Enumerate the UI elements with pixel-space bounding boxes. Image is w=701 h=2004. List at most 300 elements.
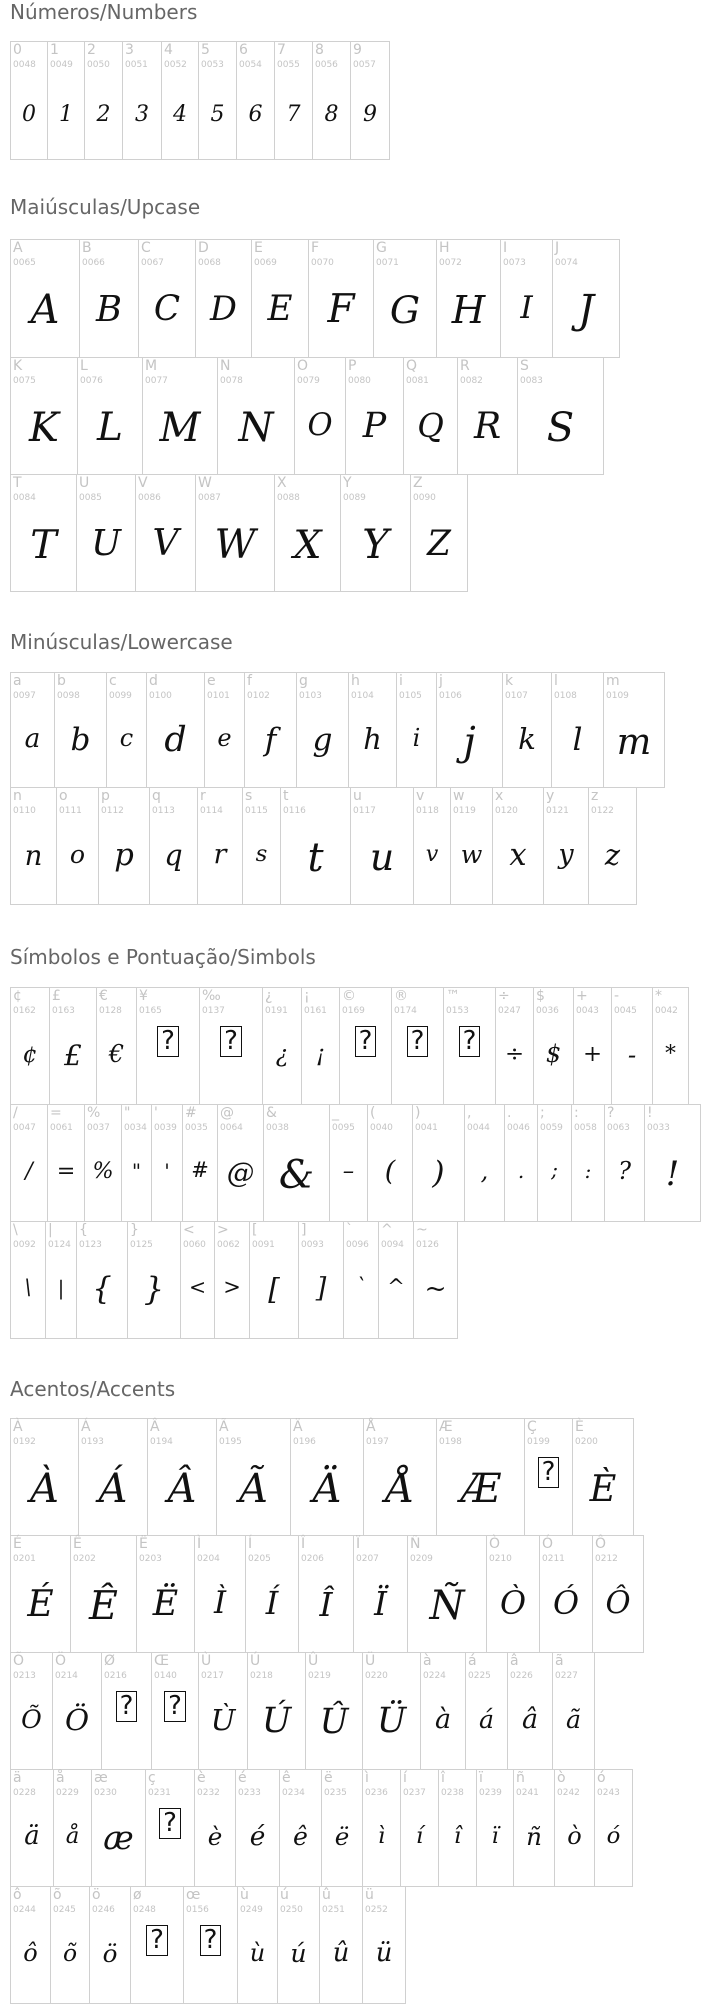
glyph-code-label: 0232 <box>197 1788 220 1798</box>
glyph-char-label: Î <box>301 1536 306 1552</box>
glyph-char-label: / <box>13 1105 18 1121</box>
glyph-sample: Ú <box>261 1701 292 1742</box>
glyph-sample: A <box>30 287 60 333</box>
glyph-char-label: Ä <box>293 1419 303 1435</box>
glyph-char-label: ™ <box>446 988 460 1004</box>
glyph-cell-0192 <box>10 1418 79 1536</box>
missing-glyph-icon <box>102 1691 151 1722</box>
missing-glyph-box: ? <box>116 1691 138 1722</box>
glyph-code-label: 0228 <box>13 1788 36 1798</box>
glyph-char-label: Ç <box>527 1419 537 1435</box>
glyph-cell-0103 <box>296 672 349 788</box>
glyph-char-label: À <box>13 1419 23 1435</box>
glyph-cell-0232 <box>194 1769 236 1887</box>
glyph-cell-0251 <box>319 1886 363 2004</box>
glyph-cell-0071 <box>373 239 437 358</box>
glyph-cell-0239 <box>476 1769 514 1887</box>
glyph-cell-0076 <box>77 357 143 475</box>
glyph-sample: h <box>363 722 382 757</box>
glyph-sample: Æ <box>460 1465 501 1512</box>
glyph-sample: ä <box>24 1821 40 1852</box>
glyph-cell-0044 <box>464 1104 505 1222</box>
glyph-cell-0117 <box>350 787 414 905</box>
glyph-code-label: 0137 <box>202 1006 225 1016</box>
glyph-cell-0124 <box>45 1221 77 1339</box>
glyph-char-label: û <box>322 1887 331 1903</box>
glyph-char-label: æ <box>94 1770 108 1786</box>
glyph-cell-0034 <box>121 1104 152 1222</box>
glyph-sample: ì <box>377 1822 386 1849</box>
glyph-code-label: 0081 <box>406 376 429 386</box>
glyph-cell-0156 <box>183 1886 238 2004</box>
glyph-code-label: 0037 <box>87 1123 110 1133</box>
glyph-code-label: 0110 <box>13 806 36 816</box>
glyph-sample: G <box>389 287 421 332</box>
glyph-sample: ÷ <box>504 1040 525 1067</box>
glyph-code-label: 0233 <box>238 1788 261 1798</box>
glyph-code-label: 0082 <box>460 376 483 386</box>
glyph-code-label: 0156 <box>186 1905 209 1915</box>
glyph-char-label: ¡ <box>304 988 310 1004</box>
glyph-char-label: ï <box>479 1770 483 1786</box>
glyph-sample: 9 <box>363 102 377 127</box>
glyph-code-label: 0045 <box>614 1006 637 1016</box>
glyph-code-label: 0089 <box>343 493 366 503</box>
glyph-cell-0055 <box>274 41 313 160</box>
glyph-cell-0153 <box>443 987 496 1105</box>
glyph-sample: [ <box>268 1272 280 1307</box>
glyph-sample: L <box>97 404 123 450</box>
glyph-sample: : <box>584 1158 592 1183</box>
glyph-sample: \ <box>24 1275 32 1300</box>
glyph-char-label: s <box>245 788 253 804</box>
glyph-sample: g <box>312 721 333 758</box>
glyph-sample: ê <box>293 1821 308 1851</box>
glyph-char-label: © <box>342 988 356 1004</box>
glyph-char-label: > <box>217 1222 229 1238</box>
glyph-code-label: 0174 <box>394 1006 417 1016</box>
glyph-char-label: I <box>503 240 508 256</box>
glyph-sample: Ö <box>64 1703 90 1738</box>
glyph-sample: ] <box>315 1273 327 1305</box>
glyph-cell-0165 <box>136 987 200 1105</box>
glyph-sample: & <box>278 1151 315 1198</box>
glyph-sample: m <box>616 719 652 763</box>
glyph-cell-0161 <box>301 987 340 1105</box>
glyph-code-label: 0085 <box>79 493 102 503</box>
glyph-code-label: 0195 <box>219 1437 242 1447</box>
glyph-char-label: $ <box>536 988 545 1004</box>
glyph-sample: { <box>92 1271 112 1307</box>
glyph-char-label: } <box>130 1222 139 1238</box>
glyph-char-label: è <box>197 1770 206 1786</box>
glyph-sample: x <box>509 837 527 873</box>
glyph-cell-0101 <box>204 672 245 788</box>
glyph-sample: Ã <box>239 1465 268 1512</box>
glyph-code-label: 0229 <box>56 1788 79 1798</box>
glyph-cell-0216 <box>101 1652 152 1770</box>
glyph-sample: ¿ <box>275 1040 289 1069</box>
glyph-code-label: 0049 <box>50 60 73 70</box>
glyph-char-label: t <box>283 788 289 804</box>
glyph-char-label: € <box>99 988 108 1004</box>
glyph-char-label: ì <box>365 1770 369 1786</box>
glyph-char-label: @ <box>220 1105 234 1121</box>
section-title: Símbolos e Pontuação/Simbols <box>10 945 316 969</box>
glyph-sample: Ä <box>312 1465 342 1512</box>
glyph-cell-0202 <box>70 1535 137 1653</box>
glyph-char-label: ö <box>92 1887 101 1903</box>
glyph-cell-0056 <box>312 41 351 160</box>
glyph-char-label: P <box>348 358 357 374</box>
glyph-cell-0194 <box>147 1418 217 1536</box>
glyph-char-label: & <box>266 1105 277 1121</box>
glyph-char-label: . <box>507 1105 512 1121</box>
glyph-sample: H <box>451 287 486 333</box>
glyph-code-label: 0109 <box>606 691 629 701</box>
glyph-sample: Û <box>319 1701 349 1742</box>
glyph-cell-0115 <box>242 787 281 905</box>
glyph-sample: b <box>70 721 91 758</box>
glyph-sample: Ü <box>376 1701 407 1742</box>
glyph-sample: t <box>307 834 324 881</box>
glyph-cell-0230 <box>91 1769 146 1887</box>
glyph-sample: r <box>213 839 227 871</box>
glyph-code-label: 0236 <box>365 1788 388 1798</box>
glyph-cell-0059 <box>537 1104 572 1222</box>
glyph-cell-0119 <box>450 787 493 905</box>
glyph-sample: E <box>267 289 293 330</box>
glyph-code-label: 0128 <box>99 1006 122 1016</box>
glyph-code-label: 0091 <box>252 1240 275 1250</box>
glyph-char-label: u <box>353 788 362 804</box>
glyph-sample: 8 <box>324 102 339 127</box>
glyph-char-label: a <box>13 673 22 689</box>
glyph-char-label: Â <box>150 1419 160 1435</box>
glyph-code-label: 0196 <box>293 1437 316 1447</box>
section-title: Maiúsculas/Upcase <box>10 195 201 219</box>
glyph-sample: ù <box>249 1939 266 1968</box>
glyph-char-label: U <box>79 475 90 491</box>
glyph-cell-0249 <box>237 1886 278 2004</box>
glyph-char-label: Ó <box>542 1536 554 1552</box>
glyph-cell-0072 <box>436 239 501 358</box>
glyph-sample: % <box>92 1157 114 1184</box>
glyph-sample: ( <box>384 1156 396 1188</box>
glyph-sample: ) <box>432 1154 445 1191</box>
glyph-code-label: 0226 <box>510 1671 533 1681</box>
glyph-code-label: 0050 <box>87 60 110 70</box>
glyph-sample: a <box>24 723 41 755</box>
missing-glyph-box: ? <box>157 1026 179 1057</box>
glyph-char-label: ? <box>607 1105 615 1121</box>
glyph-sample: î <box>453 1822 462 1849</box>
glyph-cell-0205 <box>245 1535 299 1653</box>
glyph-code-label: 0094 <box>381 1240 404 1250</box>
glyph-char-label: G <box>376 240 387 256</box>
glyph-sample: å <box>65 1822 80 1849</box>
glyph-sample: 3 <box>135 102 149 127</box>
glyph-char-label: m <box>606 673 620 689</box>
glyph-sample: p <box>114 837 134 873</box>
glyph-code-label: 0238 <box>441 1788 464 1798</box>
glyph-char-label: F <box>311 240 320 256</box>
glyph-sample: Î <box>319 1584 333 1624</box>
glyph-cell-0252 <box>362 1886 406 2004</box>
glyph-char-label: 3 <box>125 42 134 58</box>
glyph-char-label: 5 <box>201 42 210 58</box>
glyph-code-label: 0198 <box>439 1437 462 1447</box>
glyph-cell-0048 <box>10 41 48 160</box>
glyph-sample: 0 <box>22 102 36 127</box>
glyph-code-label: 0099 <box>109 691 132 701</box>
glyph-char-label: : <box>574 1105 579 1121</box>
glyph-cell-0206 <box>298 1535 354 1653</box>
glyph-char-label: p <box>101 788 110 804</box>
glyph-code-label: 0044 <box>467 1123 490 1133</box>
glyph-code-label: 0247 <box>498 1006 521 1016</box>
glyph-char-label: J <box>555 240 560 256</box>
glyph-char-label: Ù <box>201 1653 212 1669</box>
glyph-sample: Ô <box>605 1585 631 1621</box>
glyph-char-label: Ã <box>219 1419 229 1435</box>
glyph-sample: l <box>572 721 583 758</box>
glyph-cell-0033 <box>644 1104 701 1222</box>
glyph-char-label: å <box>56 1770 65 1786</box>
glyph-char-label: ü <box>365 1887 374 1903</box>
glyph-char-label: ó <box>597 1770 606 1786</box>
glyph-char-label: _ <box>332 1105 339 1121</box>
glyph-code-label: 0102 <box>247 691 270 701</box>
glyph-code-label: 0071 <box>376 258 399 268</box>
missing-glyph-box: ? <box>220 1026 242 1057</box>
glyph-code-label: 0038 <box>266 1123 289 1133</box>
glyph-code-label: 0244 <box>13 1905 36 1915</box>
glyph-cell-0090 <box>410 474 468 592</box>
glyph-char-label: { <box>79 1222 88 1238</box>
glyph-sample: F <box>327 287 355 333</box>
glyph-code-label: 0058 <box>574 1123 597 1133</box>
glyph-cell-0193 <box>78 1418 148 1536</box>
glyph-sample: S <box>546 404 575 451</box>
glyph-code-label: 0060 <box>183 1240 206 1250</box>
glyph-char-label: * <box>655 988 662 1004</box>
glyph-cell-0096 <box>343 1221 379 1339</box>
glyph-cell-0250 <box>277 1886 320 2004</box>
glyph-cell-0121 <box>543 787 589 905</box>
glyph-char-label: O <box>297 358 309 374</box>
glyph-char-label: Ï <box>356 1536 361 1552</box>
glyph-cell-0108 <box>551 672 604 788</box>
glyph-code-label: 0116 <box>283 806 306 816</box>
glyph-code-label: 0105 <box>399 691 422 701</box>
glyph-sample: 2 <box>96 102 111 127</box>
glyph-sample: ` <box>355 1275 367 1300</box>
section-title: Minúsculas/Lowercase <box>10 630 233 654</box>
glyph-code-label: 0053 <box>201 60 224 70</box>
glyph-char-label: M <box>145 358 158 374</box>
glyph-cell-0049 <box>47 41 85 160</box>
glyph-sample: f <box>264 721 277 758</box>
missing-glyph-box: ? <box>459 1026 481 1057</box>
glyph-char-label: # <box>185 1105 197 1121</box>
glyph-cell-0162 <box>10 987 50 1105</box>
glyph-code-label: 0213 <box>13 1671 36 1681</box>
glyph-sample: c <box>119 724 134 753</box>
missing-glyph-box: ? <box>200 1925 222 1956</box>
glyph-cell-0069 <box>251 239 309 358</box>
glyph-cell-0237 <box>400 1769 439 1887</box>
glyph-cell-0224 <box>420 1652 466 1770</box>
glyph-code-label: 0112 <box>101 806 124 816</box>
glyph-sample: N <box>238 404 274 451</box>
glyph-code-label: 0052 <box>164 60 187 70</box>
glyph-code-label: 0061 <box>50 1123 73 1133</box>
glyph-char-label: ô <box>13 1887 22 1903</box>
glyph-cell-0043 <box>573 987 612 1105</box>
glyph-code-label: 0069 <box>254 258 277 268</box>
glyph-code-label: 0251 <box>322 1905 345 1915</box>
glyph-code-label: 0041 <box>415 1123 438 1133</box>
glyph-char-label: Á <box>81 1419 91 1435</box>
glyph-char-label: b <box>57 673 66 689</box>
glyph-sample: i <box>412 724 421 753</box>
glyph-cell-0114 <box>197 787 243 905</box>
glyph-sample: d <box>164 720 187 761</box>
glyph-cell-0125 <box>127 1221 181 1339</box>
missing-glyph-icon <box>340 1026 391 1057</box>
glyph-cell-0211 <box>539 1535 593 1653</box>
glyph-code-label: 0203 <box>139 1554 162 1564</box>
glyph-code-label: 0120 <box>495 806 518 816</box>
glyph-char-label: w <box>453 788 465 804</box>
glyph-sample: # <box>191 1158 209 1183</box>
glyph-code-label: 0096 <box>346 1240 369 1250</box>
glyph-char-label: Æ <box>439 1419 453 1435</box>
glyph-char-label: ! <box>647 1105 653 1121</box>
glyph-char-label: i <box>399 673 403 689</box>
missing-glyph-icon <box>131 1925 183 1956</box>
glyph-char-label: R <box>460 358 470 374</box>
glyph-char-label: h <box>351 673 360 689</box>
glyph-char-label: E <box>254 240 263 256</box>
glyph-cell-0107 <box>502 672 552 788</box>
section-title: Acentos/Accents <box>10 1377 176 1401</box>
glyph-code-label: 0065 <box>13 258 36 268</box>
missing-glyph-icon <box>525 1457 572 1488</box>
glyph-char-label: ' <box>154 1105 158 1121</box>
glyph-cell-0063 <box>604 1104 645 1222</box>
glyph-char-label: à <box>423 1653 432 1669</box>
glyph-code-label: 0056 <box>315 60 338 70</box>
glyph-sample: á <box>478 1704 495 1734</box>
glyph-cell-0213 <box>10 1652 53 1770</box>
glyph-cell-0037 <box>84 1104 122 1222</box>
glyph-code-label: 0212 <box>595 1554 618 1564</box>
glyph-cell-0054 <box>236 41 275 160</box>
glyph-cell-0217 <box>198 1652 248 1770</box>
missing-glyph-box: ? <box>159 1808 181 1839</box>
glyph-cell-0203 <box>136 1535 195 1653</box>
glyph-code-label: 0249 <box>240 1905 263 1915</box>
glyph-sample: è <box>207 1821 223 1851</box>
glyph-char-label: ã <box>555 1653 564 1669</box>
glyph-sample: s <box>255 840 268 867</box>
glyph-char-label: B <box>82 240 92 256</box>
glyph-char-label: k <box>505 673 514 689</box>
glyph-code-label: 0043 <box>576 1006 599 1016</box>
glyph-char-label: Å <box>366 1419 376 1435</box>
glyph-char-label: V <box>138 475 148 491</box>
glyph-cell-0070 <box>308 239 374 358</box>
glyph-sample: 4 <box>173 102 187 127</box>
glyph-cell-0052 <box>161 41 199 160</box>
glyph-cell-0196 <box>290 1418 364 1536</box>
glyph-code-label: 0242 <box>557 1788 580 1798</box>
glyph-sample: 6 <box>248 102 263 127</box>
glyph-sample: y <box>558 839 574 871</box>
glyph-code-label: 0066 <box>82 258 105 268</box>
missing-glyph-box: ? <box>407 1026 429 1057</box>
glyph-cell-0111 <box>56 787 99 905</box>
glyph-cell-0075 <box>10 357 78 475</box>
glyph-code-label: 0084 <box>13 493 36 503</box>
glyph-code-label: 0191 <box>265 1006 288 1016</box>
glyph-code-label: 0245 <box>53 1905 76 1915</box>
glyph-sample: ; <box>551 1158 558 1183</box>
glyph-cell-0110 <box>10 787 57 905</box>
glyph-char-label: Í <box>248 1536 253 1552</box>
glyph-cell-0062 <box>214 1221 250 1339</box>
glyph-cell-0036 <box>533 987 574 1105</box>
glyph-char-label: Û <box>308 1653 319 1669</box>
glyph-cell-0120 <box>492 787 544 905</box>
glyph-cell-0061 <box>47 1104 85 1222</box>
glyph-cell-0219 <box>305 1652 363 1770</box>
glyph-char-label: ; <box>540 1105 545 1121</box>
glyph-char-label: < <box>183 1222 195 1238</box>
glyph-sample: V <box>152 522 179 564</box>
glyph-char-label: H <box>439 240 450 256</box>
glyph-char-label: Y <box>343 475 352 491</box>
glyph-char-label: 7 <box>277 42 286 58</box>
glyph-code-label: 0059 <box>540 1123 563 1133</box>
glyph-code-label: 0101 <box>207 691 230 701</box>
glyph-code-label: 0072 <box>439 258 462 268</box>
glyph-char-label: W <box>198 475 212 491</box>
glyph-code-label: 0064 <box>220 1123 243 1133</box>
glyph-cell-0098 <box>54 672 107 788</box>
glyph-code-label: 0217 <box>201 1671 224 1681</box>
missing-glyph-icon <box>392 1026 443 1057</box>
glyph-code-label: 0034 <box>124 1123 147 1133</box>
glyph-cell-0060 <box>180 1221 215 1339</box>
glyph-code-label: 0046 <box>507 1123 530 1133</box>
glyph-code-label: 0093 <box>301 1240 324 1250</box>
glyph-sample: T <box>30 521 57 568</box>
glyph-char-label: ¿ <box>265 988 273 1004</box>
glyph-sample: > <box>223 1275 241 1300</box>
glyph-sample: Ï <box>374 1585 387 1624</box>
glyph-cell-0041 <box>412 1104 465 1222</box>
glyph-char-label: [ <box>252 1222 258 1238</box>
glyph-cell-0092 <box>10 1221 46 1339</box>
glyph-sample: } <box>143 1271 165 1309</box>
glyph-code-label: 0231 <box>148 1788 171 1798</box>
glyph-code-label: 0250 <box>280 1905 303 1915</box>
glyph-char-label: x <box>495 788 504 804</box>
glyph-code-label: 0042 <box>655 1006 678 1016</box>
